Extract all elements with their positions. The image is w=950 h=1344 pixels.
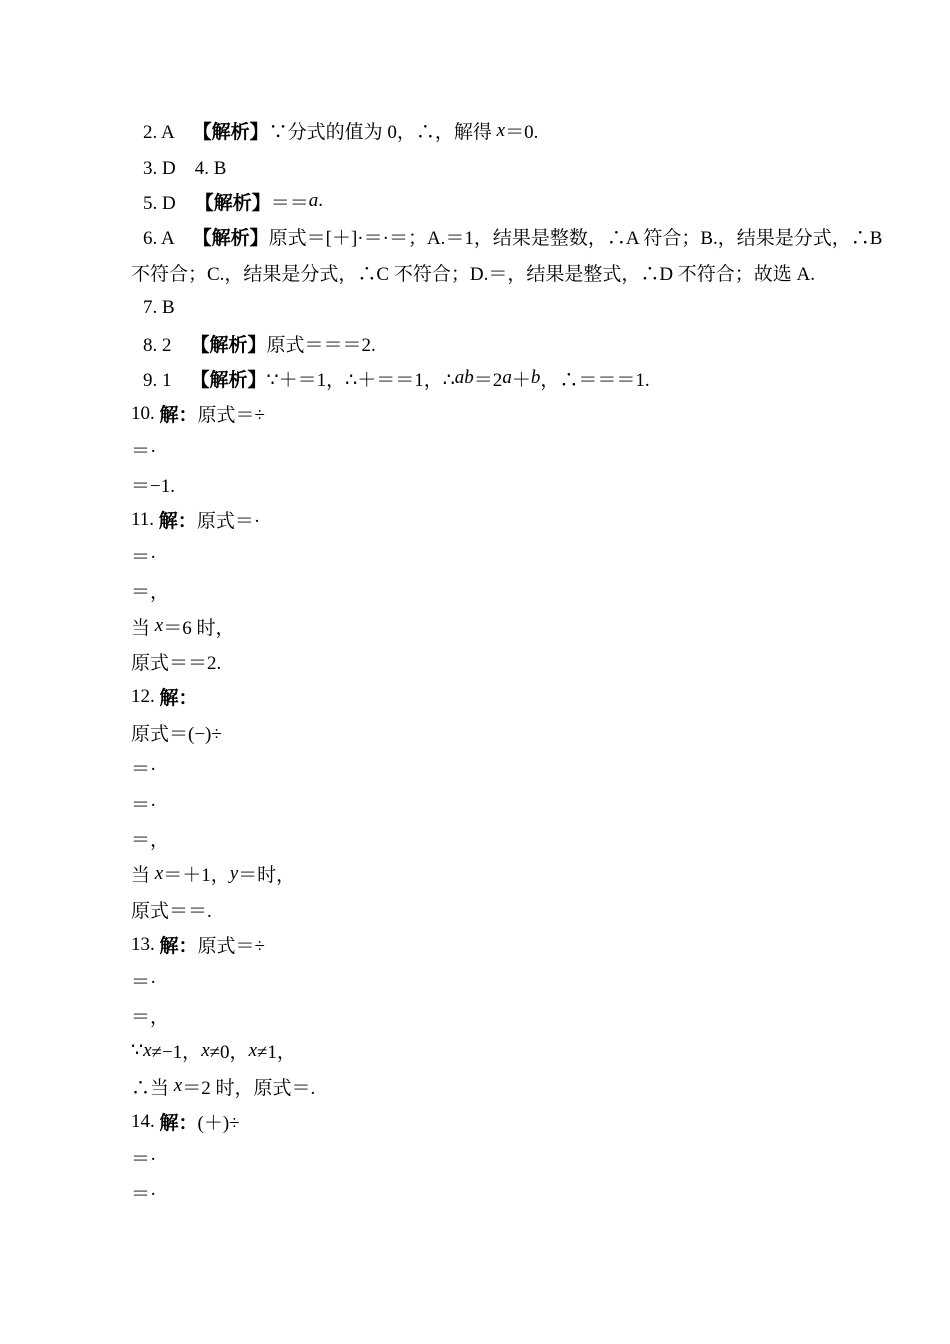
text-run: ∵ <box>131 1040 144 1062</box>
text-line <box>131 785 850 820</box>
text-run: ＝2 时，原式＝. <box>182 1077 316 1099</box>
text-run: ＝， <box>131 830 170 851</box>
text-run: ＝· <box>131 1183 157 1205</box>
text-run: 14. <box>131 1110 160 1132</box>
text-run: 当 <box>131 617 155 639</box>
math-variable: a <box>308 190 319 212</box>
text-run: 原式＝＝. <box>131 900 212 922</box>
bold-label: 【解析】 <box>194 192 271 214</box>
text-line <box>131 679 850 714</box>
text-run: 原式＝(−)÷ <box>131 723 222 745</box>
text-line <box>131 644 850 679</box>
text-line <box>131 573 850 608</box>
text-run: ＝＋1， <box>163 865 230 887</box>
math-variable: x <box>154 862 164 884</box>
text-run: ＝， <box>131 1006 170 1028</box>
text-run: ＝· <box>131 794 157 816</box>
text-run: 9. 1 <box>143 369 191 391</box>
bold-label: 【解析】 <box>190 369 267 391</box>
text-run: ＝＝ <box>270 192 309 214</box>
text-line <box>131 255 850 290</box>
text-run: 10. <box>131 402 160 424</box>
text-line <box>131 184 850 219</box>
text-run: 6. A <box>143 228 193 250</box>
text-run: 原式＝[＋]·＝·＝；A.＝1，结果是整数，∴A 符合；B.，结果是分式，∴B <box>268 228 883 250</box>
text-run: 原式＝＝＝2. <box>266 334 376 356</box>
text-line <box>131 715 850 750</box>
text-line <box>131 1139 850 1174</box>
text-run: 13. <box>131 933 160 955</box>
text-run: ∵分式的值为 0，∴，解得 <box>268 122 497 144</box>
text-run: ＋ <box>511 369 531 391</box>
text-run: 11. <box>131 508 159 530</box>
text-run: 不符合；C.，结果是分式，∴C 不符合；D.＝，结果是整式，∴D 不符合；故选 A. <box>131 263 816 285</box>
text-line <box>131 927 850 962</box>
text-run: 原式＝＝2. <box>131 653 222 675</box>
bold-label: 解： <box>159 1113 198 1135</box>
text-run: ＝2 <box>473 369 503 391</box>
math-variable: ab <box>454 367 474 389</box>
text-line <box>131 219 883 254</box>
text-line <box>131 396 850 431</box>
math-variable: x <box>143 1039 152 1061</box>
math-variable: b <box>530 367 541 389</box>
math-variable: x <box>173 1075 183 1097</box>
text-line <box>131 962 850 997</box>
text-line <box>131 432 850 467</box>
text-line <box>131 750 850 785</box>
text-line <box>131 290 850 325</box>
text-line <box>131 1033 850 1068</box>
text-run: 5. D <box>143 192 195 214</box>
math-variable: x <box>154 615 164 637</box>
text-line <box>131 325 850 360</box>
text-line <box>131 1069 850 1104</box>
text-run: ＝时， <box>238 865 296 887</box>
text-line <box>131 892 850 927</box>
text-run: 当 <box>131 865 155 887</box>
math-variable: x <box>248 1039 257 1061</box>
text-run: 3. D 4. B <box>143 157 227 179</box>
text-line <box>131 1175 850 1210</box>
text-run: ＝· <box>131 971 157 993</box>
text-line <box>131 821 850 856</box>
text-run: ∵＋＝1，∴＋＝＝1，∴ <box>266 369 455 391</box>
text-run: ＝0. <box>505 122 539 144</box>
text-run: . <box>318 190 324 212</box>
math-variable: x <box>496 119 506 141</box>
math-variable: y <box>229 862 239 884</box>
text-run: ＝· <box>131 440 157 462</box>
text-run: ∴当 <box>131 1077 174 1099</box>
bold-label: 【解析】 <box>192 122 269 144</box>
text-line <box>131 361 850 396</box>
text-run: 8. 2 <box>143 334 191 356</box>
bold-label: 解： <box>159 936 198 958</box>
text-run: ＝· <box>131 759 157 781</box>
bold-label: 【解析】 <box>190 334 267 356</box>
text-run: 7. B <box>143 296 175 318</box>
text-line <box>131 148 850 183</box>
math-variable: a <box>502 367 512 389</box>
text-line <box>131 538 850 573</box>
text-line <box>131 502 850 537</box>
text-line <box>131 113 850 148</box>
text-line <box>131 1104 850 1139</box>
text-run: 12. <box>131 685 160 707</box>
text-line <box>131 467 850 502</box>
text-run: ＝· <box>131 1148 157 1170</box>
text-run: ≠1， <box>257 1042 296 1064</box>
text-run: 原式＝÷ <box>197 936 265 958</box>
text-run: (＋)÷ <box>197 1113 240 1135</box>
text-run: 原式＝· <box>196 511 261 533</box>
math-variable: x <box>201 1039 210 1061</box>
text-run: ≠0， <box>209 1042 249 1064</box>
text-line <box>131 608 850 643</box>
bold-label: 解： <box>158 511 197 533</box>
answer-lines <box>131 113 883 1210</box>
text-run: ＝， <box>131 582 170 604</box>
text-line <box>131 856 850 891</box>
text-run: ，∴＝＝＝1. <box>540 369 650 391</box>
text-run: ＝6 时， <box>163 617 235 639</box>
text-run: ＝−1. <box>131 476 175 498</box>
text-run: 2. A <box>143 122 193 144</box>
text-line <box>131 998 850 1033</box>
text-run: ≠−1， <box>151 1042 202 1064</box>
bold-label: 【解析】 <box>192 228 269 250</box>
text-run: 原式＝÷ <box>197 405 265 427</box>
bold-label: 解： <box>159 688 198 710</box>
bold-label: 解： <box>159 405 198 427</box>
text-run: ＝· <box>131 546 157 568</box>
